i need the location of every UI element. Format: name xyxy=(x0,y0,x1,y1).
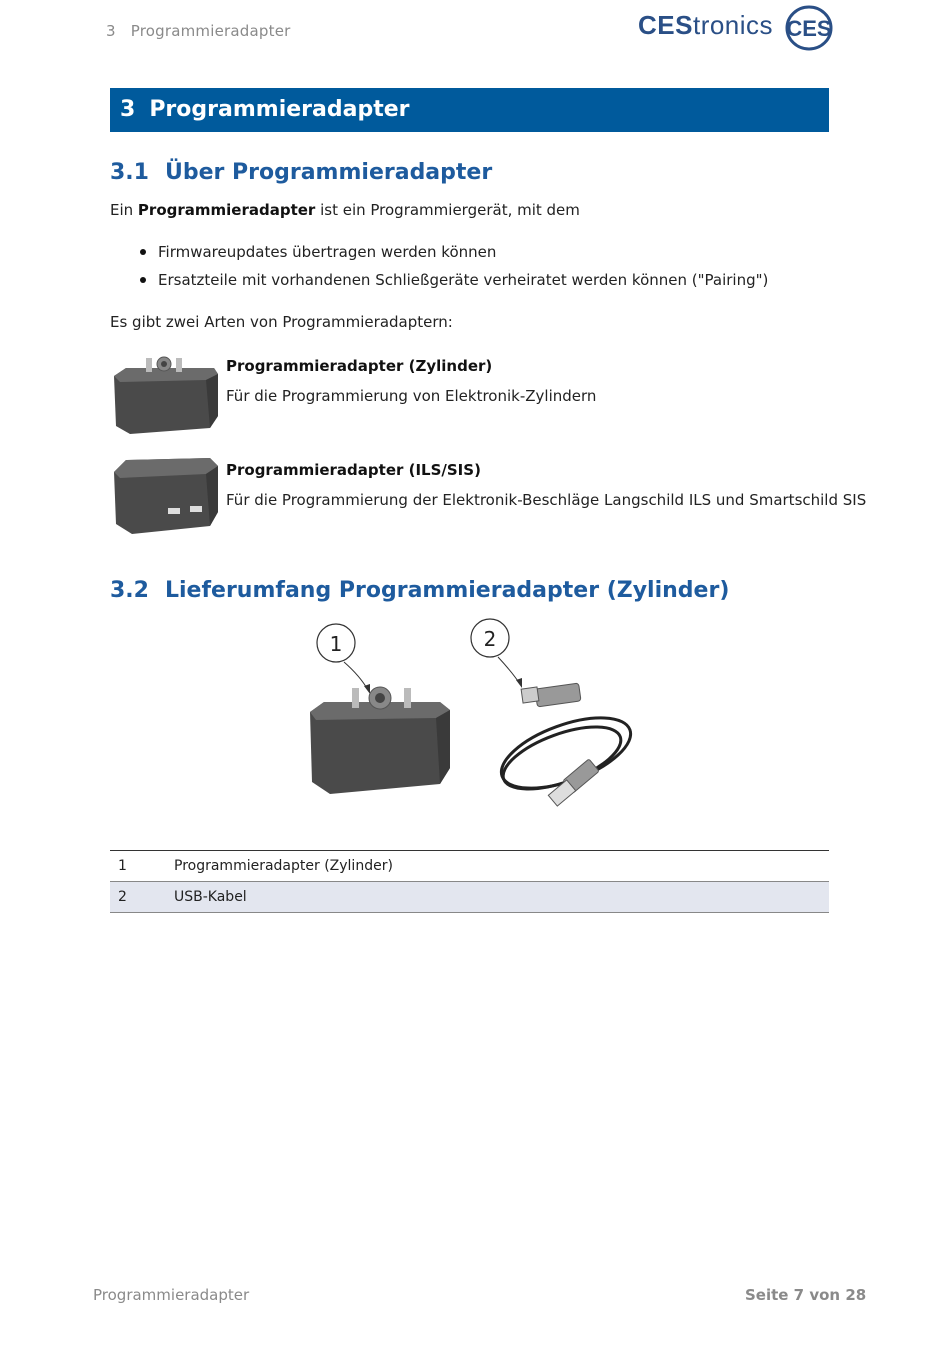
adapter-ils-sis-image xyxy=(110,452,222,538)
footer-page-number: Seite 7 von 28 xyxy=(745,1286,867,1304)
svg-text:1: 1 xyxy=(329,632,343,656)
table-cell-label: USB-Kabel xyxy=(174,882,829,913)
usb-a-plug-drawing xyxy=(548,759,599,806)
section-heading-3-2 xyxy=(110,578,729,603)
scope-of-delivery-illustration xyxy=(300,618,650,828)
usb-b-plug-drawing xyxy=(521,683,581,707)
section-heading-title: Lieferumfang Programmieradapter (Zylinder) xyxy=(164,578,730,603)
brand-seal-logo xyxy=(784,4,834,52)
chapter-heading-num: 3 xyxy=(120,97,136,122)
bullet-dot-icon xyxy=(140,277,146,283)
variant-desc-ils-sis: Für die Programmierung der Elektronik-Beschläge Langschild ILS und Smartschild SIS xyxy=(226,491,867,509)
footer-document-title: Programmieradapter xyxy=(93,1286,250,1304)
section-heading-3-1 xyxy=(110,160,492,185)
types-intro-paragraph: Es gibt zwei Arten von Programmieradaptern: xyxy=(110,313,453,331)
section-heading-num: 3.1 xyxy=(110,160,149,185)
adapter-box-drawing xyxy=(310,687,450,794)
table-row xyxy=(110,851,829,882)
bullet-text: Ersatzteile mit vorhandenen Schließgeräte verheiratet werden können ("Pairing") xyxy=(158,271,769,289)
intro-text-bold: Programmieradapter xyxy=(137,201,316,219)
variant-desc-cylinder: Für die Programmierung von Elektronik-Zylindern xyxy=(226,387,597,405)
bullet-dot-icon xyxy=(140,249,146,255)
bullet-item xyxy=(140,243,496,261)
section-heading-num: 3.2 xyxy=(110,578,149,603)
variant-title-ils-sis: Programmieradapter (ILS/SIS) xyxy=(226,461,481,479)
running-header-chapter-num: 3 xyxy=(106,22,116,40)
intro-text-post: ist ein Programmiergerät, mit dem xyxy=(315,201,580,219)
brand-logo-text xyxy=(638,10,773,41)
intro-text-pre: Ein xyxy=(110,201,138,219)
chapter-heading xyxy=(110,88,829,132)
adapter-cylinder-image xyxy=(110,350,222,438)
running-header xyxy=(106,22,291,40)
brand-logo-bold: CES xyxy=(638,10,693,40)
table-row xyxy=(110,882,829,913)
variant-title-cylinder: Programmieradapter (Zylinder) xyxy=(226,357,493,375)
table-cell-num: 1 xyxy=(110,851,174,882)
running-header-chapter-title: Programmieradapter xyxy=(130,22,291,40)
callout-2-marker xyxy=(471,619,522,688)
bullet-item xyxy=(140,271,768,289)
table-cell-num: 2 xyxy=(110,882,174,913)
brand-logo-rest: tronics xyxy=(692,10,774,40)
scope-of-delivery-table xyxy=(110,850,829,913)
intro-paragraph xyxy=(110,201,580,219)
bullet-text: Firmwareupdates übertragen werden können xyxy=(158,243,497,261)
section-heading-title: Über Programmieradapter xyxy=(164,160,493,185)
callout-1-marker xyxy=(317,624,370,694)
svg-text:CES: CES xyxy=(786,16,832,41)
chapter-heading-title: Programmieradapter xyxy=(149,97,410,122)
table-cell-label: Programmieradapter (Zylinder) xyxy=(174,851,829,882)
svg-text:2: 2 xyxy=(483,627,497,651)
